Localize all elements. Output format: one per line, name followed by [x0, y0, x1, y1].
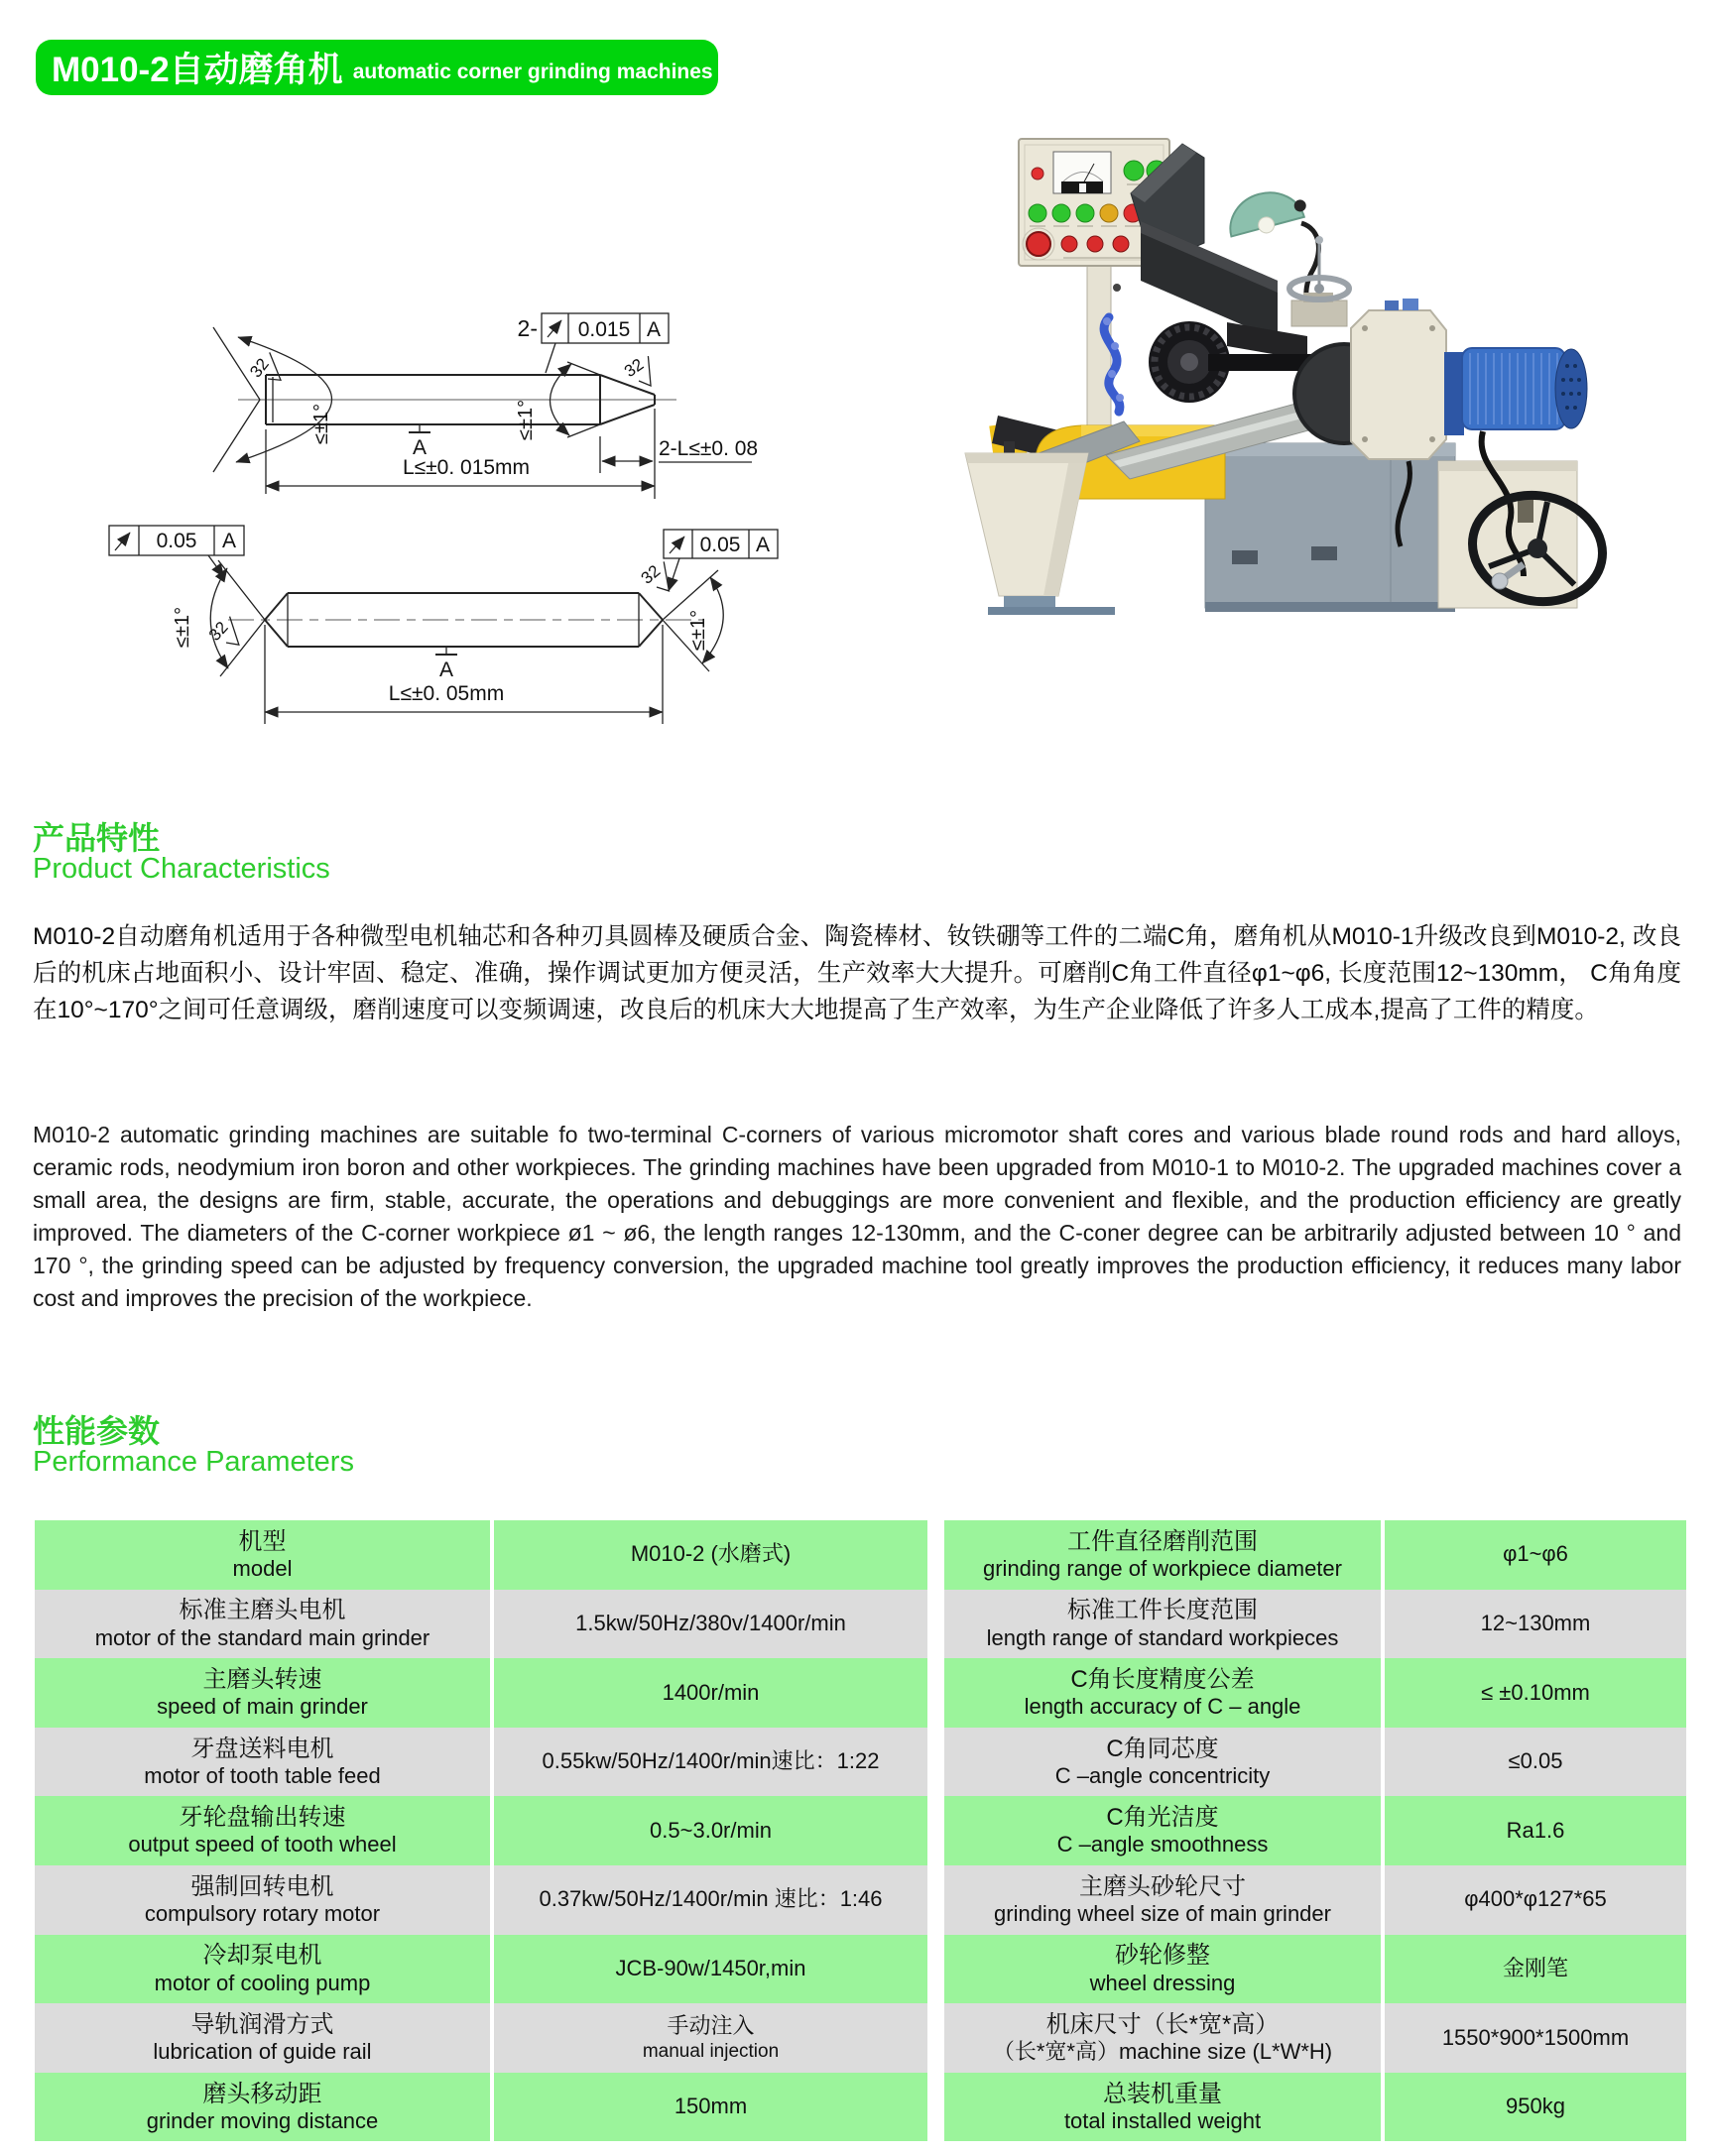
param-value: 950kg [1506, 2094, 1565, 2119]
param-value: 金刚笔 [1502, 1955, 1568, 1980]
table-row [35, 1728, 927, 1797]
model-title-en: automatic corner grinding machines [352, 60, 713, 83]
table-row [944, 1935, 1686, 2004]
param-label-en: grinding range of workpiece diameter [983, 1556, 1342, 1582]
param-value: φ1~φ6 [1503, 1541, 1568, 1567]
table-row [944, 1728, 1686, 1797]
param-value: ≤0.05 [1508, 1748, 1563, 1774]
param-label-en: compulsory rotary motor [144, 1900, 381, 1926]
svg-text:A: A [438, 659, 454, 681]
svg-text:A: A [646, 318, 662, 341]
param-value: Ra1.6 [1506, 1817, 1565, 1843]
param-value: 1400r/min [662, 1679, 760, 1705]
svg-text:0.015: 0.015 [577, 318, 631, 341]
param-value: M010-2 (水磨式) [630, 1541, 792, 1567]
param-label-zh: 主磨头砂轮尺寸 [1079, 1872, 1246, 1900]
param-value: JCB-90w/1450r,min [615, 1955, 806, 1980]
param-label-en: C –angle concentricity [1054, 1762, 1271, 1788]
main-motor [1444, 348, 1587, 435]
runout-icon [115, 533, 130, 550]
datum-symbol [409, 424, 430, 459]
table-row [35, 1658, 927, 1728]
table-row [944, 1865, 1686, 1935]
table-row [944, 1520, 1686, 1590]
param-label-en: wheel dressing [1089, 1970, 1236, 1995]
param-label-en: motor of tooth table feed [144, 1762, 381, 1788]
svg-text:A: A [221, 530, 237, 552]
param-label-en: grinding wheel size of main grinder [994, 1900, 1331, 1926]
param-label-en: lubrication of guide rail [153, 2039, 372, 2065]
roughness-symbol [638, 555, 680, 599]
table-row [944, 1590, 1686, 1659]
svg-text:32: 32 [246, 354, 273, 382]
technical-drawings [30, 198, 823, 754]
param-label-zh: 冷却泵电机 [202, 1942, 322, 1970]
ammeter [1053, 152, 1111, 193]
table-row [35, 2073, 927, 2142]
characteristics-paragraph-en: M010-2 automatic grinding machines are suitable fo two-terminal C-corners of various micromotor shaft cores and various blade round rods and hard alloys, ceramic rods, neodymium iron boron and other workpieces. The grinding machines have been upgraded from M010-1 to M010-2. The upgraded machines cover a small area, the designs are firm, stable, accurate, the operations and debuggings are more convenient and flexible, and the production efficiency are greatly improved. The diameters of the C-corner workpiece ø1 ~ ø6, the length ranges 12-130mm, and the C-coner degree can be arbitrarily adjusted between 10 ° and 170 °, the grinding speed can be adjusted by frequency conversion, the upgraded machine tool greatly improves the production efficiency, it reduces many labor cost and improves the precision of the workpiece. [33, 1122, 1681, 1311]
param-label-zh: 牙轮盘输出转速 [179, 1804, 346, 1832]
grinder-headstock [1351, 299, 1446, 459]
param-value: 1550*900*1500mm [1441, 2024, 1630, 2050]
param-value: 0.5~3.0r/min [650, 1817, 772, 1843]
param-label-zh: C角长度精度公差 [1070, 1665, 1255, 1693]
param-value: 0.37kw/50Hz/1400r/min 速比：1:46 [539, 1886, 883, 1912]
param-value: 手动注入 [667, 2012, 755, 2038]
svg-text:2-: 2- [517, 315, 538, 341]
param-label-en: C –angle smoothness [1056, 1832, 1269, 1857]
runout-tolerance-frame [664, 530, 778, 591]
svg-text:32: 32 [637, 561, 665, 588]
length-dimension: L≤±0. 05mm [388, 682, 505, 705]
param-label-zh: 砂轮修整 [1115, 1942, 1210, 1970]
param-label-en: total installed weight [1063, 2107, 1262, 2133]
param-label-en: motor of the standard main grinder [94, 1624, 430, 1650]
param-label-zh: 主磨头转速 [202, 1665, 322, 1693]
param-label-zh: 机型 [238, 1527, 287, 1555]
parameters-table-right [944, 1520, 1686, 2141]
parameters-heading-en: Performance Parameters [33, 1446, 354, 1478]
param-label-zh: 机床尺寸（长*宽*高） [1045, 2010, 1280, 2038]
parameters-heading-zh: 性能参数 [33, 1413, 161, 1449]
model-title: M010-2自动磨角机 [52, 51, 343, 89]
pilot-lamp [1032, 168, 1043, 180]
characteristics-paragraph-zh: M010-2自动磨角机适用于各种微型电机轴芯和各种刃具圆棒及硬质合金、陶瓷棒材、钕铁硼等工件的二端C角，磨角机从M010-1升级改良到M010-2, 改良后的机床占地面积小、设计牢固、稳定、准确，操作调试更加方便灵活，生产效率大大提升。可磨削C角工件直径φ1~φ6, 长度范围12~130mm， C角角度在10°~170°之间可任意调级，磨削速度可以变频调速，改良后的机床大大地提高了生产效率，为生产企业降低了许多人工成本,提高了工件的精度。 [33, 923, 1681, 1023]
param-value: 12~130mm [1480, 1610, 1591, 1635]
end-dimension: 2-L≤±0. 08 [659, 437, 759, 460]
param-label-en: （长*宽*高）machine size (L*W*H) [992, 2039, 1333, 2065]
param-label-en: motor of cooling pump [154, 1970, 371, 1995]
table-row [944, 2073, 1686, 2142]
param-value: 150mm [674, 2094, 748, 2119]
param-value: φ400*φ127*65 [1464, 1886, 1607, 1912]
param-label-zh: 标准工件长度范围 [1067, 1597, 1258, 1624]
table-row [35, 1590, 927, 1659]
param-value: 0.55kw/50Hz/1400r/min速比：1:22 [542, 1748, 880, 1774]
svg-text:0.05: 0.05 [699, 534, 741, 556]
angle-label: ≤±1° [687, 609, 709, 651]
datum-symbol [435, 647, 457, 681]
param-label-zh: 强制回转电机 [190, 1872, 334, 1900]
machine-base [1205, 443, 1455, 612]
technical-drawing-2 [109, 526, 778, 724]
runout-icon [548, 320, 561, 337]
table-row [35, 1935, 927, 2004]
param-label-zh: C角光洁度 [1106, 1804, 1219, 1832]
param-label-zh: 总装机重量 [1103, 2080, 1222, 2107]
param-value: 1.5kw/50Hz/380v/1400r/min [575, 1610, 846, 1635]
param-label-zh: 磨头移动距 [202, 2080, 322, 2107]
technical-drawing-1 [213, 313, 758, 499]
param-label-en: output speed of tooth wheel [128, 1832, 397, 1857]
angle-label: ≤±1° [310, 403, 332, 444]
table-row [35, 1520, 927, 1590]
runout-tolerance-frame [109, 526, 244, 577]
param-label-zh: 牙盘送料电机 [190, 1735, 334, 1762]
machine-photo [942, 124, 1637, 620]
table-row [35, 1865, 927, 1935]
param-label-en: model [232, 1556, 293, 1582]
length-dimension: L≤±0. 015mm [402, 456, 531, 479]
parameters-table-left [35, 1520, 927, 2141]
adjuster-handwheel [1289, 236, 1349, 326]
svg-text:32: 32 [620, 354, 648, 382]
svg-text:A: A [755, 534, 771, 556]
angle-label: ≤±1° [172, 606, 193, 648]
param-label-zh: 标准主磨头电机 [179, 1597, 346, 1624]
table-row [944, 1658, 1686, 1728]
angle-label: ≤±1° [515, 399, 537, 440]
runout-icon [670, 537, 684, 553]
param-value-sub: manual injection [642, 2040, 780, 2062]
svg-text:A: A [412, 436, 428, 459]
param-label-en: length accuracy of C – angle [1024, 1694, 1301, 1720]
table-row [35, 2003, 927, 2073]
characteristics-heading-en: Product Characteristics [33, 853, 330, 885]
param-label-en: speed of main grinder [157, 1694, 368, 1720]
param-value: ≤ ±0.10mm [1481, 1679, 1590, 1705]
param-label-zh: C角同芯度 [1106, 1735, 1219, 1762]
roughness-symbol [621, 350, 663, 394]
table-row [944, 2003, 1686, 2073]
table-row [35, 1796, 927, 1865]
param-label-zh: 工件直径磨削范围 [1067, 1527, 1258, 1555]
svg-text:0.05: 0.05 [156, 530, 197, 552]
param-label-en: grinder moving distance [146, 2107, 379, 2133]
svg-text:32: 32 [204, 618, 232, 645]
runout-tolerance-frame [518, 313, 669, 373]
table-row [944, 1796, 1686, 1865]
page-title-banner [36, 40, 718, 95]
param-label-en: length range of standard workpieces [986, 1624, 1339, 1650]
characteristics-heading-zh: 产品特性 [33, 820, 161, 856]
param-label-zh: 导轨润滑方式 [190, 2010, 334, 2038]
